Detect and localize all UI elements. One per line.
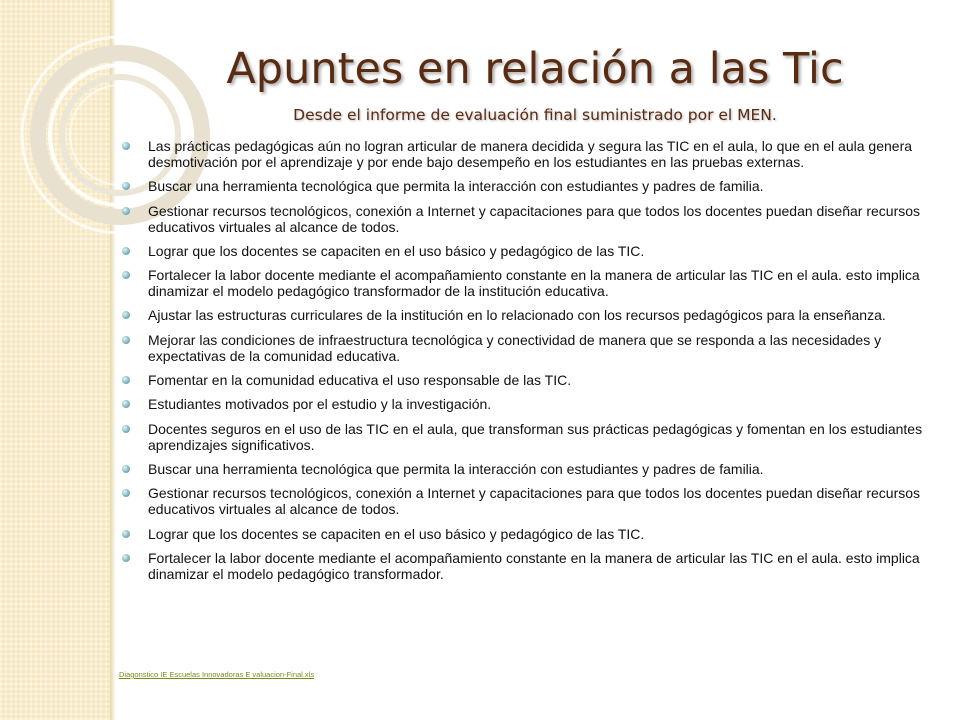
bullet-item: [120, 485, 938, 517]
bullet-item: [120, 526, 938, 542]
bullet-text: Fortalecer la labor docente mediante el acompañamiento constante en la manera de articular las TIC en el aula. esto implica dinamizar el modelo pedagógico transformador.: [148, 549, 920, 582]
bullet-item: [120, 332, 938, 364]
bullet-icon: [122, 489, 130, 497]
bullet-icon: [122, 247, 130, 255]
bullet-text: Lograr que los docentes se capaciten en el uso básico y pedagógico de las TIC.: [148, 242, 645, 259]
bullet-icon: [122, 311, 130, 319]
bullet-item: [120, 421, 938, 453]
bullet-icon: [122, 182, 130, 190]
source-file-link[interactable]: Diagonstico IE Escuelas Innovadoras E valuacion-Final.xls: [119, 670, 315, 679]
bullet-text: Fortalecer la labor docente mediante el acompañamiento constante en la manera de articular las TIC en el aula. esto implica dinamizar el modelo pedagógico transformador de la institución educativa.: [148, 267, 920, 300]
bullet-item: [120, 550, 938, 582]
bullet-item: [120, 243, 938, 259]
bullet-text: Estudiantes motivados por el estudio y la investigación.: [148, 396, 492, 413]
bullet-text: Las prácticas pedagógicas aún no logran articular de manera decidida y segura las TIC en el aula, lo que en el aula genera desmotivación por el aprendizaje y por ende bajo desempeño en los estudiantes en las pruebas externas.: [148, 138, 913, 170]
bullet-icon: [122, 207, 130, 215]
bullet-item: [120, 461, 938, 477]
bullet-text: Lograr que los docentes se capaciten en el uso básico y pedagógico de las TIC.: [148, 525, 645, 542]
bullet-item: [120, 396, 938, 412]
bullet-item: [120, 203, 938, 235]
slide-title: Apuntes en relación a las Tic: [226, 44, 844, 94]
bullet-text: Gestionar recursos tecnológicos, conexión a Internet y capacitaciones para que todos los docentes puedan diseñar recursos educativos virtuales al alcance de todos.: [148, 202, 921, 235]
bullet-icon: [122, 336, 130, 344]
bullet-icon: [122, 554, 130, 562]
bullet-icon: [122, 530, 130, 538]
bullet-icon: [122, 425, 130, 433]
bullet-text: Buscar una herramienta tecnológica que permita la interacción con estudiantes y padres de familia.: [148, 178, 764, 195]
bullet-list: [120, 138, 938, 590]
slide-subtitle: Desde el informe de evaluación final suministrado por el MEN.: [293, 106, 777, 124]
bullet-text: Mejorar las condiciones de infraestructura tecnológica y conectividad de manera que se responda a las necesidades y expectativas de la comunidad educativa.: [148, 331, 882, 364]
bullet-item: [120, 138, 938, 170]
bullet-icon: [122, 376, 130, 384]
bullet-text: Fomentar en la comunidad educativa el uso responsable de las TIC.: [148, 372, 572, 389]
bullet-item: [120, 307, 938, 323]
bullet-icon: [122, 142, 130, 150]
bullet-item: [120, 178, 938, 194]
bullet-item: [120, 372, 938, 388]
bullet-icon: [122, 271, 130, 279]
bullet-item: [120, 267, 938, 299]
bullet-text: Ajustar las estructuras curriculares de la institución en lo relacionado con los recursos pedagógicos para la enseñanza.: [148, 307, 886, 324]
bullet-text: Gestionar recursos tecnológicos, conexión a Internet y capacitaciones para que todos los docentes puedan diseñar recursos educativos virtuales al alcance de todos.: [148, 485, 921, 518]
bullet-text: Docentes seguros en el uso de las TIC en el aula, que transforman sus prácticas pedagógicas y fomentan en los estudiantes aprendizajes significativos.: [148, 420, 923, 453]
bullet-icon: [122, 465, 130, 473]
bullet-icon: [122, 400, 130, 408]
bullet-text: Buscar una herramienta tecnológica que permita la interacción con estudiantes y padres de familia.: [148, 460, 764, 477]
